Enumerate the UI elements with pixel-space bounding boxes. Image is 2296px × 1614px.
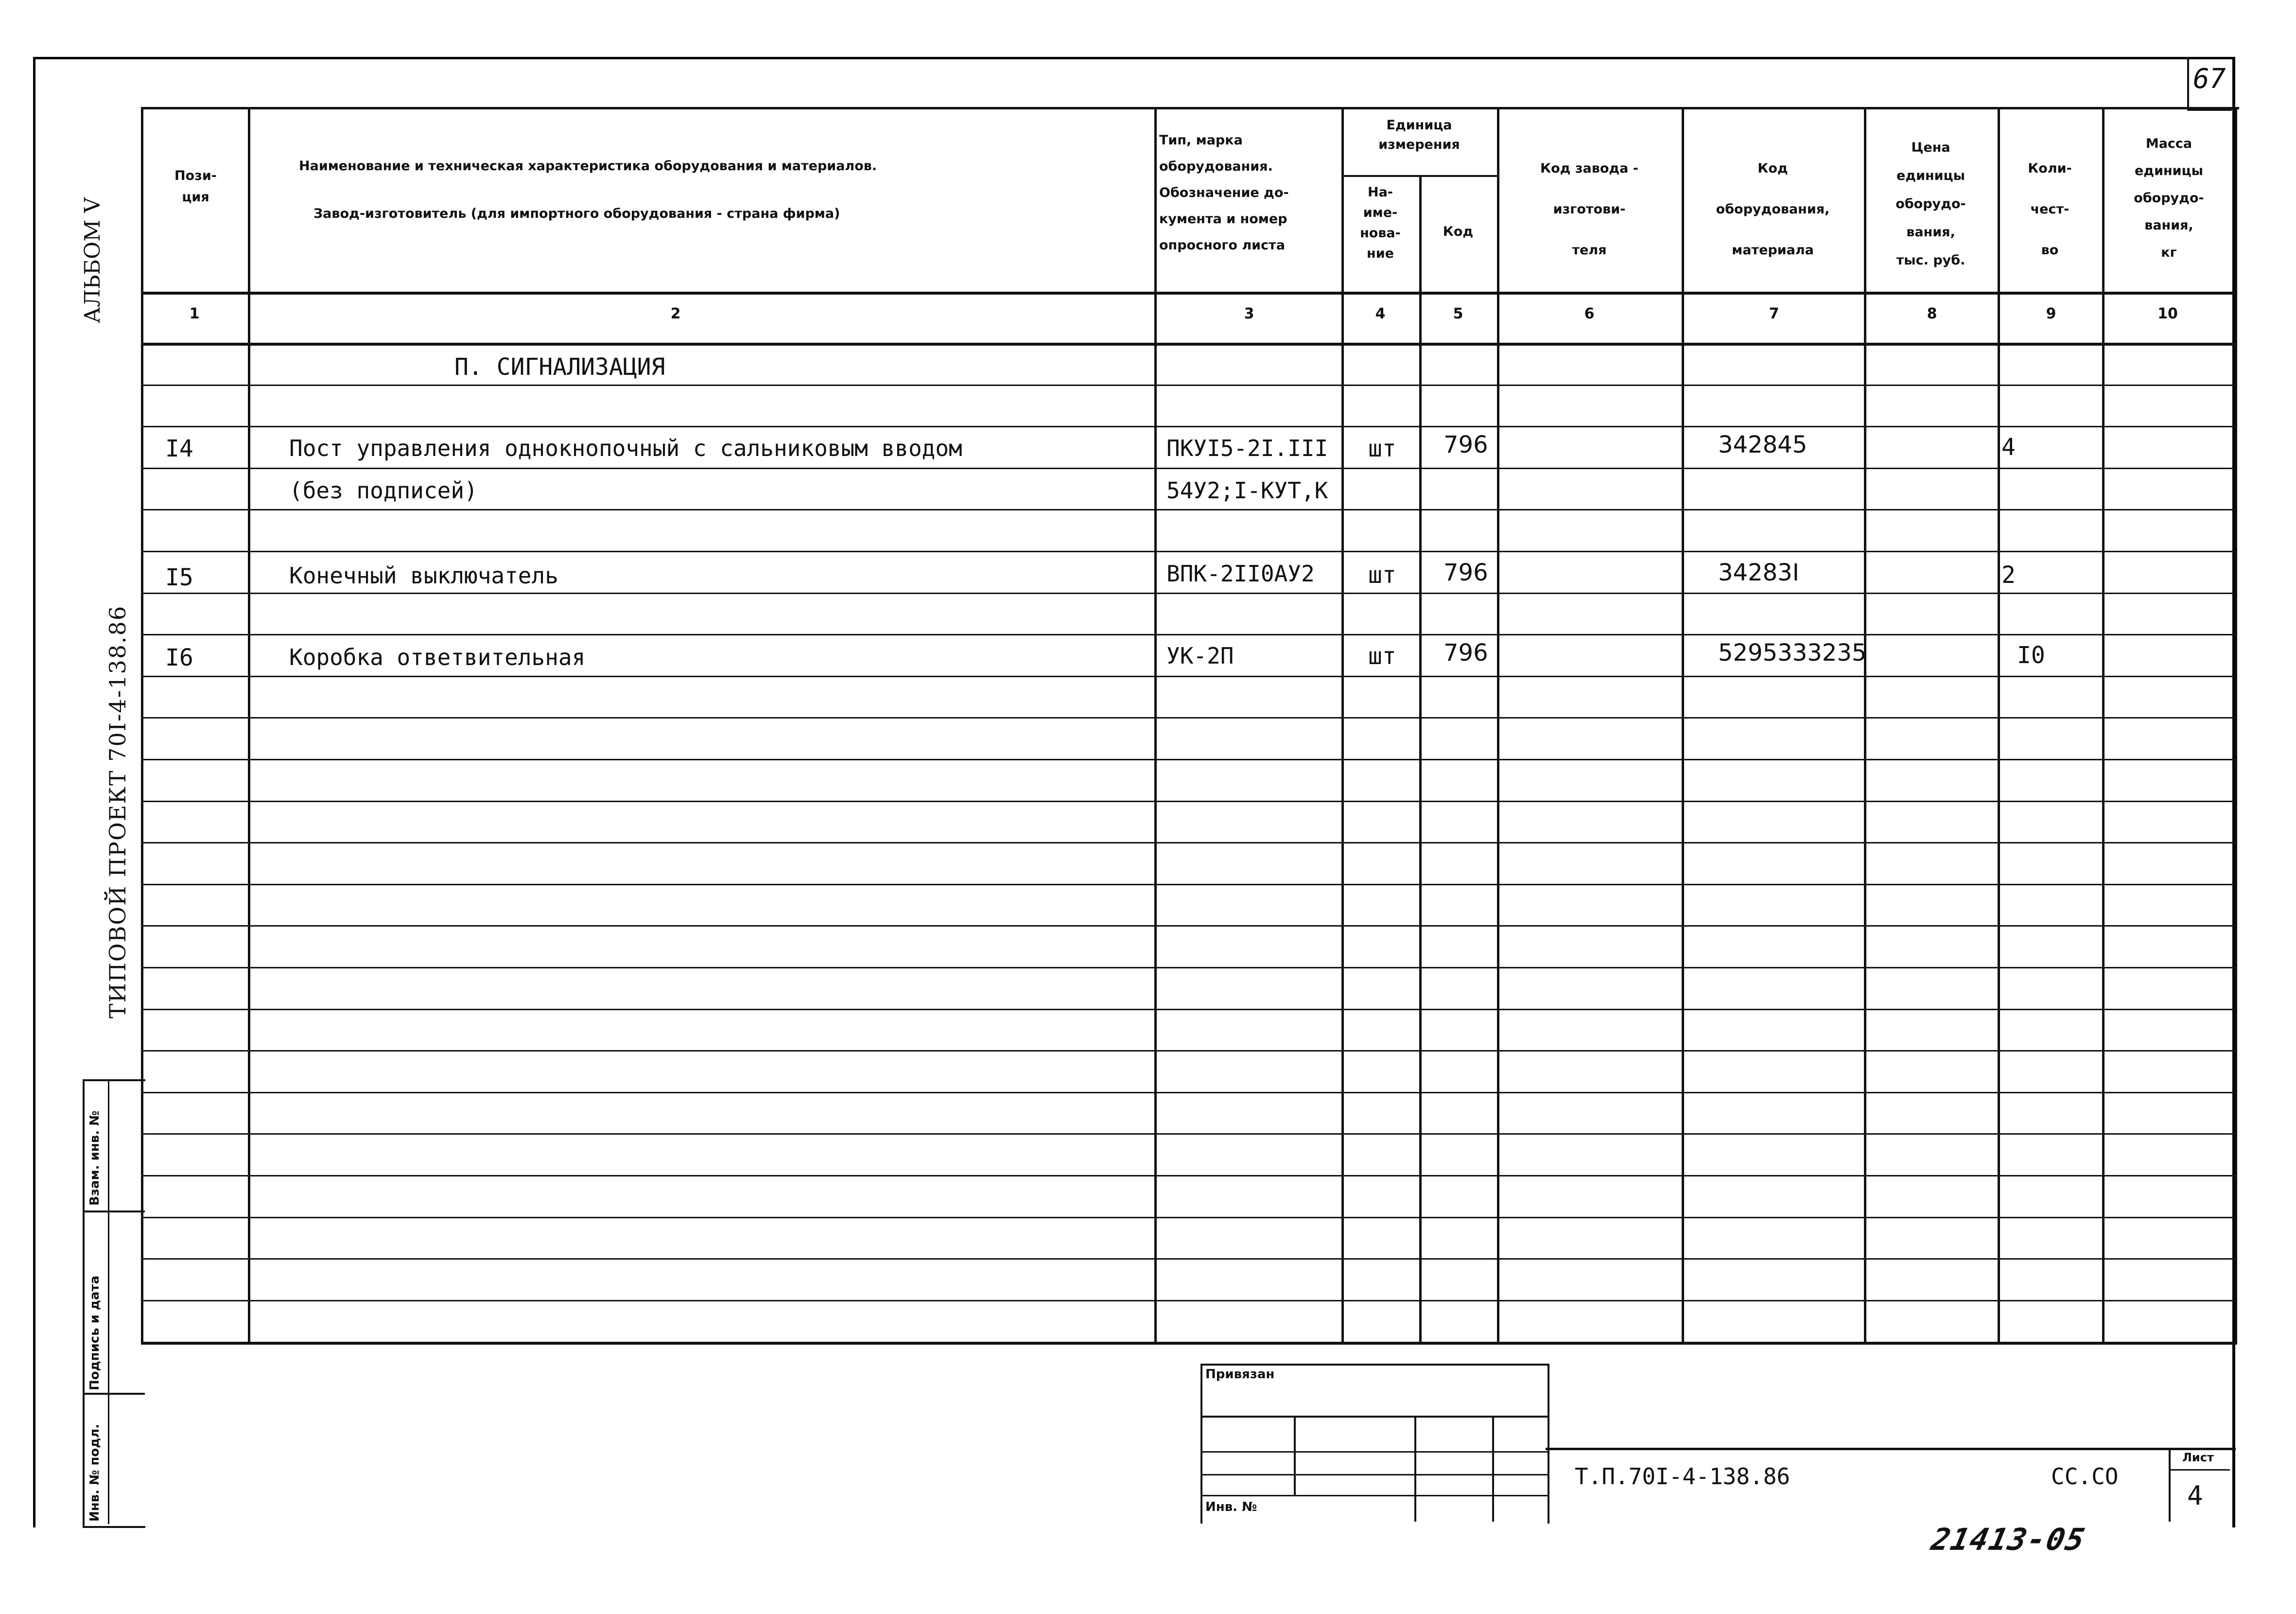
attachment-vline: [1492, 1416, 1494, 1522]
row-unit: шт: [1368, 643, 1396, 670]
colnum-4: 4: [1375, 305, 1386, 322]
row-pos: I6: [165, 644, 193, 671]
row-line: [141, 884, 2237, 885]
colnum-3: 3: [1244, 305, 1254, 322]
header-col4: На- име- нова- ние: [1360, 185, 1401, 261]
header-col7: Код оборудования, материала: [1716, 161, 1830, 258]
stamp-label: Взам. инв. №: [87, 1110, 102, 1206]
attachment-line: [1200, 1451, 1548, 1453]
row-line: [141, 676, 2237, 677]
unit-group-line: [1341, 175, 1497, 177]
row-line: [141, 1175, 2237, 1176]
attachment-vline: [1294, 1416, 1296, 1496]
row-line: [141, 1217, 2237, 1218]
header-unit-group: Единица измерения: [1378, 118, 1460, 152]
header-col2-line1: Наименование и техническая характеристика оборудования и материалов.: [299, 158, 877, 174]
row-line: [141, 717, 2237, 719]
sheet-box-line: [2169, 1469, 2230, 1471]
header-col1: Пози- ция: [174, 168, 217, 205]
colnum-1: 1: [189, 305, 200, 322]
header-col3: Тип, марка оборудования. Обозначение до- кумента и номер опросного листа: [1159, 133, 1289, 253]
row-line: [141, 967, 2237, 968]
colnum-9: 9: [2046, 305, 2056, 322]
title-block-top: [1546, 1448, 2236, 1450]
stamp-divider: [83, 1393, 145, 1395]
row-type: ВПК-2II0АУ2: [1166, 561, 1315, 587]
header-col2-line2: Завод-изготовитель (для импортного оборудования - страна фирма): [313, 206, 840, 221]
row-name: Пост управления однокнопочный с сальниковым вводом: [289, 435, 962, 461]
row-line: [141, 925, 2237, 927]
row-line: [141, 593, 2237, 594]
row-line: [141, 1300, 2237, 1301]
attachment-label: Привязан: [1205, 1367, 1275, 1382]
row-unit: шт: [1368, 435, 1396, 462]
colnum-8: 8: [1927, 305, 1937, 322]
row-qty: I0: [2017, 642, 2045, 669]
colnum-bottom-line: [141, 343, 2237, 346]
row-line: [141, 759, 2237, 760]
colnum-5: 5: [1453, 305, 1463, 322]
row-equip-code: 342845: [1718, 431, 1808, 458]
row-line: [141, 426, 2237, 427]
row-line: [141, 509, 2237, 510]
row-type: ПКУI5-2I.III: [1166, 435, 1328, 461]
row-name: Конечный выключатель: [289, 562, 558, 589]
section-title: П. СИГНАЛИЗАЦИЯ: [454, 353, 665, 381]
colnum-10: 10: [2157, 305, 2178, 322]
row-qty: 4: [2001, 434, 2016, 461]
attachment-line: [1200, 1474, 1548, 1475]
row-equip-code: 34283I: [1718, 559, 1799, 586]
sheet-label: Лист: [2182, 1451, 2214, 1464]
sheet-number: 4: [2187, 1480, 2203, 1511]
row-type: УК-2П: [1166, 643, 1234, 669]
row-line: [141, 468, 2237, 469]
inv-no-label: Инв. №: [1205, 1500, 1257, 1514]
document-mark: СС.СО: [2051, 1463, 2119, 1490]
row-qty: 2: [2001, 561, 2016, 589]
row-line: [141, 801, 2237, 802]
row-unit-code: 796: [1444, 559, 1488, 586]
document-code: Т.П.70I-4-138.86: [1575, 1463, 1791, 1490]
row-pos: I4: [165, 435, 193, 462]
row-name: (без подписей): [289, 477, 478, 504]
stamp-label: Подпись и дата: [87, 1275, 102, 1390]
colnum-2: 2: [670, 305, 681, 322]
album-label: АЛЬБОМ V: [80, 197, 105, 323]
table-bottom-line: [141, 1342, 2237, 1345]
stamp-label: Инв. № подл.: [87, 1423, 102, 1522]
project-label: ТИПОВОЙ ПРОЕКТ 70I-4-138.86: [104, 605, 131, 1018]
attachment-line: [1200, 1416, 1548, 1418]
row-line: [141, 634, 2237, 635]
row-line: [141, 551, 2237, 552]
row-line: [141, 1258, 2237, 1260]
stamp-divider-v: [108, 1079, 109, 1524]
colnum-6: 6: [1584, 305, 1595, 322]
handwritten-number: 21413-05: [1928, 1522, 2089, 1557]
row-equip-code: 5295333235: [1718, 639, 1867, 667]
header-col6: Код завода - изготови- теля: [1540, 161, 1638, 258]
row-type: 54У2;I-КУТ,К: [1166, 477, 1328, 504]
corner-number: 67: [2193, 63, 2226, 95]
header-bottom-line: [141, 292, 2237, 295]
row-unit-code: 796: [1444, 639, 1488, 667]
row-line: [141, 385, 2237, 386]
colnum-7: 7: [1769, 305, 1779, 322]
attachment-line: [1200, 1495, 1548, 1496]
row-line: [141, 842, 2237, 843]
row-pos: I5: [165, 564, 193, 591]
row-unit-code: 796: [1444, 431, 1488, 458]
row-line: [141, 1133, 2237, 1135]
header-col5: Код: [1443, 224, 1474, 239]
stamp-divider: [83, 1210, 145, 1212]
row-unit: шт: [1368, 561, 1396, 589]
header-col10: Масса единицы оборудо- вания, кг: [2134, 136, 2204, 260]
attachment-vline: [1414, 1416, 1416, 1522]
row-line: [141, 1050, 2237, 1052]
row-line: [141, 1092, 2237, 1093]
header-col9: Коли- чест- во: [2028, 161, 2072, 258]
row-line: [141, 1009, 2237, 1010]
header-col8: Цена единицы оборудо- вания, тыс. руб.: [1896, 140, 1966, 268]
row-name: Коробка ответвительная: [289, 644, 586, 670]
